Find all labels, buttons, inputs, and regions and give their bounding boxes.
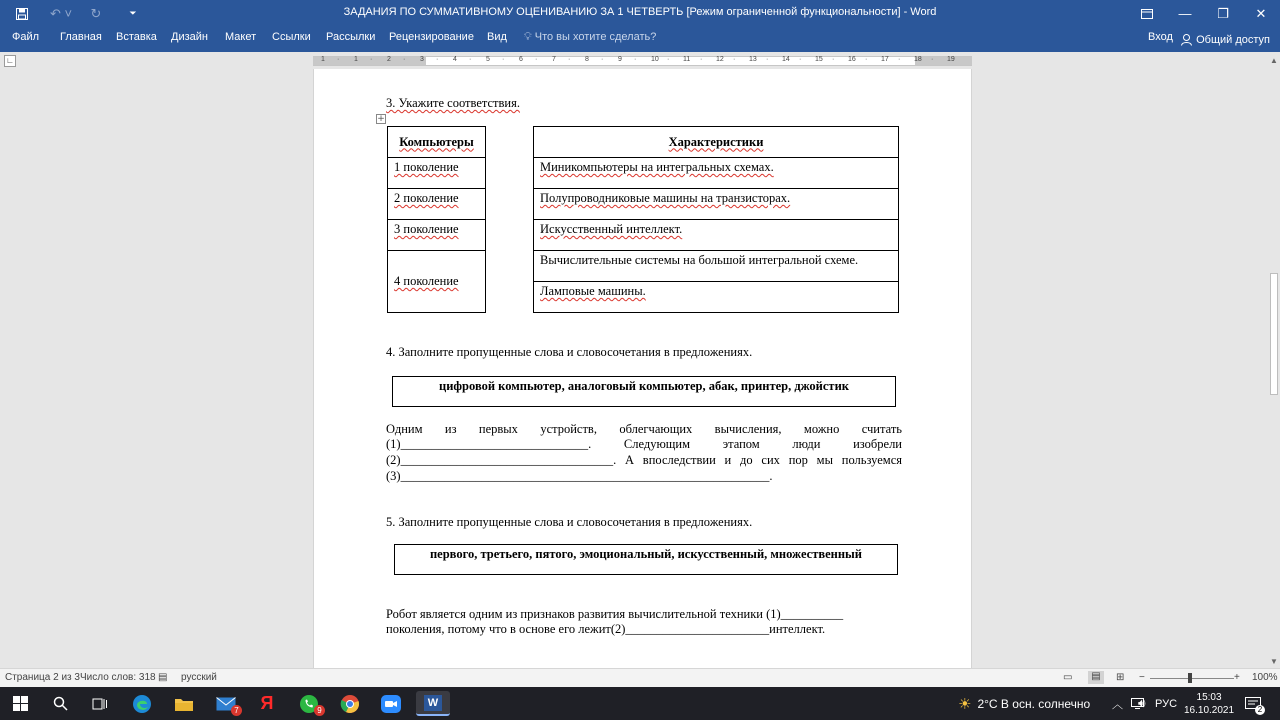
table-header: Характеристики: [534, 127, 899, 158]
table-cell: 3 поколение: [388, 220, 486, 251]
ruler-tick: ·: [766, 56, 769, 63]
clock[interactable]: [1184, 687, 1234, 720]
edge-browser-icon[interactable]: [128, 691, 156, 716]
ruler-tick: ·: [436, 56, 439, 63]
file-explorer-icon[interactable]: [170, 691, 198, 716]
undo-icon[interactable]: ↶ ˅: [49, 5, 73, 21]
ruler-tick: 6: [519, 56, 523, 63]
ruler-tick: 13: [749, 56, 757, 63]
status-bar: [0, 668, 1280, 687]
table-cell: 4 поколение: [388, 251, 486, 313]
window-title: ЗАДАНИЯ ПО СУММАТИВНОМУ ОЦЕНИВАНИЮ ЗА 1 ЧЕТВЕРТЬ [Режим ограниченной функциональности] - Word: [343, 6, 937, 18]
scrollbar-thumb[interactable]: [1270, 273, 1278, 395]
ruler-tick: 1: [321, 56, 325, 63]
table-cell: Полупроводниковые машины на транзисторах.: [534, 189, 899, 220]
horizontal-ruler[interactable]: [313, 56, 972, 66]
windows-start-icon[interactable]: [6, 691, 34, 716]
scroll-down-icon[interactable]: ▼: [1270, 657, 1278, 666]
table-cell: 1 поколение: [388, 158, 486, 189]
ruler-tick: ·: [370, 56, 373, 63]
tab-design[interactable]: Дизайн: [171, 31, 208, 43]
ruler-tick: ·: [898, 56, 901, 63]
q4-word-bank: цифровой компьютер, аналоговый компьютер, абак, принтер, джойстик: [392, 376, 896, 407]
word-count[interactable]: Число слов: 318: [80, 672, 156, 683]
ruler-right-margin: [915, 57, 972, 65]
ruler-tick: 14: [782, 56, 790, 63]
ruler-tick: 7: [552, 56, 556, 63]
document-workspace: [0, 69, 1268, 668]
ruler-tick: ·: [535, 56, 538, 63]
ruler-tick: 17: [881, 56, 889, 63]
yandex-label: Я: [260, 693, 274, 713]
tab-insert[interactable]: Вставка: [116, 31, 157, 43]
search-icon[interactable]: [46, 691, 74, 716]
ruler-tick: 2: [387, 56, 391, 63]
tab-selector[interactable]: ∟: [4, 55, 16, 67]
zoom-slider-thumb[interactable]: [1188, 673, 1192, 683]
share-label: Общий доступ: [1196, 33, 1270, 46]
whatsapp-icon[interactable]: [295, 691, 323, 716]
table-header: Компьютеры: [388, 127, 486, 158]
ruler-tick: ·: [733, 56, 736, 63]
ruler-tick: ·: [403, 56, 406, 63]
q5-heading: 5. Заполните пропущенные слова и словосочетания в предложениях.: [386, 515, 753, 529]
zoom-meetings-icon[interactable]: [377, 691, 405, 716]
zoom-out-icon[interactable]: −: [1139, 672, 1145, 683]
table-cell: Искусственный интеллект.: [534, 220, 899, 251]
input-language[interactable]: РУС: [1155, 697, 1178, 710]
ruler-tick: 3: [420, 56, 424, 63]
sun-cloud-icon: ☀: [958, 695, 972, 713]
clock-time: 15:03: [1196, 691, 1222, 703]
characteristics-table: [533, 126, 899, 313]
ruler-tick: 4: [453, 56, 457, 63]
ribbon-tabs: [0, 27, 1280, 52]
tell-me-placeholder: Что вы хотите сделать?: [534, 31, 657, 43]
ruler-tick: 1: [354, 56, 358, 63]
tab-references[interactable]: Ссылки: [272, 31, 311, 43]
weather-text: 2°C В осн. солнечно: [977, 696, 1091, 711]
ruler-tick: ·: [601, 56, 604, 63]
q3-heading: 3. Укажите соответствия.: [386, 96, 520, 110]
ruler-tick: ·: [634, 56, 637, 63]
ruler-tick: 8: [585, 56, 589, 63]
ribbon-display-options-icon[interactable]: [1128, 0, 1166, 27]
zoom-in-icon[interactable]: +: [1234, 672, 1240, 683]
redo-icon[interactable]: ↻: [90, 5, 102, 21]
tab-file[interactable]: Файл: [12, 31, 40, 43]
ruler-tick: ·: [832, 56, 835, 63]
word-label: W: [424, 695, 442, 711]
ruler-tick: ·: [700, 56, 703, 63]
person-icon: [1181, 34, 1192, 46]
chrome-icon[interactable]: [336, 691, 364, 716]
ruler-tick: 10: [651, 56, 659, 63]
volume-icon[interactable]: 🔊︎: [1138, 696, 1146, 710]
q5-line-2: поколения, потому что в основе его лежит(2)_______________________интеллект.: [386, 622, 826, 636]
scroll-up-icon[interactable]: ▲: [1270, 56, 1278, 65]
zoom-level[interactable]: 100%: [1252, 672, 1278, 683]
tab-home[interactable]: Главная: [60, 31, 102, 43]
ruler-tick: ·: [865, 56, 868, 63]
table-cell: Ламповые машины.: [534, 282, 899, 313]
proofing-icon[interactable]: ▤: [158, 672, 168, 683]
table-move-handle-icon[interactable]: +: [377, 114, 385, 124]
tab-mailings[interactable]: Рассылки: [326, 31, 376, 43]
minimize-button[interactable]: —: [1178, 6, 1192, 21]
weather-widget[interactable]: [958, 687, 1090, 720]
save-icon[interactable]: [12, 0, 32, 27]
word-app-icon[interactable]: [416, 691, 450, 716]
ruler-tick: 18: [914, 56, 922, 63]
page-count[interactable]: Страница 2 из 3: [5, 672, 80, 683]
mail-icon[interactable]: [212, 691, 240, 716]
yandex-browser-icon[interactable]: [253, 691, 281, 716]
table-cell: Миникомпьютеры на интегральных схемах.: [534, 158, 899, 189]
tab-review[interactable]: Рецензирование: [389, 31, 474, 43]
ruler-tick: 11: [683, 56, 691, 63]
ruler-tick: 12: [716, 56, 724, 63]
table-cell: Вычислительные системы на большой интегральной схеме.: [534, 251, 899, 282]
close-button[interactable]: ✕: [1255, 5, 1267, 21]
ruler-tick: ·: [568, 56, 571, 63]
table-cell: 2 поколение: [388, 189, 486, 220]
sign-in-link[interactable]: Вход: [1148, 31, 1173, 43]
share-button[interactable]: [1181, 27, 1270, 52]
ruler-tick: ·: [799, 56, 802, 63]
web-layout-icon[interactable]: ⊞: [1116, 672, 1125, 683]
restore-button[interactable]: ❐: [1217, 5, 1229, 21]
task-view-icon[interactable]: [86, 691, 114, 716]
ruler-tick: 19: [947, 56, 955, 63]
lightbulb-icon: 💡︎: [524, 31, 532, 43]
customize-toolbar-icon[interactable]: ⏷: [129, 8, 137, 18]
language-indicator[interactable]: русский: [181, 672, 217, 683]
ruler-tick: 5: [486, 56, 490, 63]
notifications-icon[interactable]: [1245, 687, 1261, 720]
q4-line-2: (1)______________________________. Следующим этапом люди изобрели: [386, 437, 902, 451]
ruler-tick: ·: [469, 56, 472, 63]
ruler-tick: 16: [848, 56, 856, 63]
ruler-tick: 15: [815, 56, 823, 63]
ruler-tick: ·: [502, 56, 505, 63]
title-bar: [0, 0, 1280, 27]
q5-line-1: Робот является одним из признаков развития вычислительной техники (1)__________: [386, 607, 844, 621]
windows-taskbar: [0, 687, 1280, 720]
q5-word-bank: первого, третьего, пятого, эмоциональный, искусственный, множественный: [394, 544, 898, 575]
ruler-tick: ·: [667, 56, 670, 63]
q4-heading: 4. Заполните пропущенные слова и словосочетания в предложениях.: [386, 345, 753, 359]
zoom-slider[interactable]: [1150, 678, 1234, 679]
computers-table: [387, 126, 486, 313]
tab-view[interactable]: Вид: [487, 31, 507, 43]
q4-line-1: Одним из первых устройств, облегчающих вычисления, можно считать: [386, 422, 902, 436]
tab-layout[interactable]: Макет: [225, 31, 257, 43]
notifications-badge: 2: [1255, 705, 1265, 715]
ruler-bar: [0, 52, 1280, 69]
read-mode-icon[interactable]: ▭: [1063, 672, 1073, 683]
ruler-tick: ·: [931, 56, 934, 63]
show-hidden-icons[interactable]: ︿: [1112, 698, 1123, 711]
print-layout-icon[interactable]: ▤: [1088, 671, 1104, 684]
mail-badge: 7: [231, 705, 242, 716]
q4-line-4: (3)___________________________________________________________.: [386, 469, 773, 483]
document-page[interactable]: [313, 69, 972, 668]
ruler-tick: ·: [337, 56, 340, 63]
tell-me-search[interactable]: [524, 31, 656, 44]
q4-line-3: (2)__________________________________. А впоследствии и до сих пор мы пользуемся: [386, 453, 902, 467]
ruler-tick: 9: [618, 56, 622, 63]
whatsapp-badge: 9: [314, 705, 325, 716]
vertical-scrollbar[interactable]: [1268, 52, 1280, 668]
clock-date: 16.10.2021: [1184, 704, 1235, 716]
